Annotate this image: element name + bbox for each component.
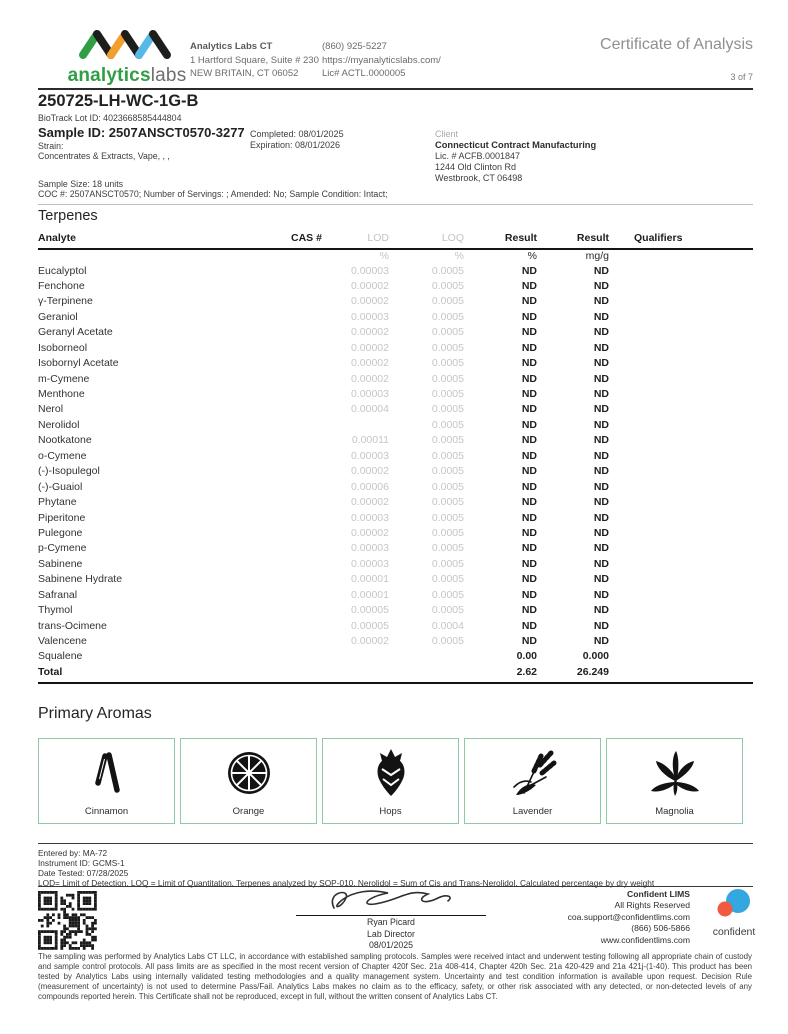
aroma-label: Lavender (512, 806, 553, 817)
analyte-result-pct: ND (521, 573, 537, 586)
orange-icon (181, 739, 316, 806)
analyte-name: Piperitone (38, 511, 86, 524)
analyte-result-pct: ND (521, 357, 537, 370)
analyte-lod: 0.00006 (351, 480, 389, 493)
analyte-name: Geranyl Acetate (38, 326, 113, 339)
hops-icon (323, 739, 458, 806)
table-row (38, 310, 753, 325)
analytics-labs-logo (62, 26, 192, 87)
sample-id: Sample ID: 2507ANSCT0570-3277 (38, 125, 245, 140)
analyte-lod: 0.00002 (351, 635, 389, 647)
table-row (38, 418, 753, 433)
strain-label: Strain: (38, 141, 64, 151)
table-body (38, 264, 753, 665)
analyte-lod: 0.00003 (351, 310, 389, 323)
aroma-card (606, 738, 743, 824)
analyte-loq: 0.0005 (431, 542, 464, 555)
table-row (38, 572, 753, 587)
client-label: Client (435, 129, 459, 139)
lab-address-block (190, 40, 319, 81)
analyte-name: Valencene (38, 635, 87, 647)
analyte-result-mgg: ND (593, 434, 609, 447)
analyte-result-pct: ND (521, 496, 537, 509)
analyte-loq: 0.0005 (431, 341, 464, 354)
analyte-result-mgg: 0.000 (582, 650, 609, 663)
primary-aromas-title: Primary Aromas (38, 705, 152, 722)
analyte-loq: 0.0005 (431, 635, 464, 647)
analyte-loq: 0.0005 (431, 573, 464, 586)
analyte-result-pct: ND (521, 372, 537, 385)
analyte-result-mgg: ND (593, 557, 609, 570)
analyte-lod: 0.00002 (351, 279, 389, 292)
analyte-name: Geraniol (38, 310, 78, 323)
analyte-name: p-Cymene (38, 542, 87, 555)
analyte-name: Phytane (38, 496, 77, 509)
analyte-result-mgg: ND (593, 357, 609, 370)
section-divider (38, 204, 753, 205)
unit-result-pct: % (527, 250, 537, 262)
aroma-card (180, 738, 317, 824)
analyte-result-pct: ND (521, 542, 537, 555)
analyte-lod: 0.00005 (351, 619, 389, 632)
col-loq: LOQ (441, 232, 464, 244)
table-row (38, 603, 753, 618)
total-label: Total (38, 665, 63, 678)
confident-circles-icon (714, 888, 754, 920)
analyte-lod: 0.00002 (351, 526, 389, 539)
client-address-line2: Westbrook, CT 06498 (435, 173, 523, 183)
analyte-name: o-Cymene (38, 449, 87, 462)
analyte-name: trans-Ocimene (38, 619, 107, 632)
signature-icon (306, 888, 476, 914)
signature-line (296, 915, 486, 916)
analyte-lod: 0.00003 (351, 449, 389, 462)
analyte-loq: 0.0005 (431, 604, 464, 617)
analyte-result-mgg: ND (593, 341, 609, 354)
aroma-card (322, 738, 459, 824)
definitions-line: LOD= Limit of Detection, LOQ = Limit of Quantitation. Terpenes analyzed by SOP-010. Nerolidol = Sum of Cis and Trans-Nerolidol. Calculated percentage by dry weight (38, 878, 655, 888)
col-lod: LOD (367, 232, 389, 244)
aroma-label: Hops (379, 806, 402, 817)
analyte-lod: 0.00002 (351, 372, 389, 385)
analyte-result-mgg: ND (593, 372, 609, 385)
analyte-loq: 0.0005 (431, 465, 464, 478)
analyte-name: Eucalyptol (38, 264, 87, 277)
analyte-result-pct: ND (521, 511, 537, 524)
analyte-lod: 0.00002 (351, 357, 389, 370)
lims-rights: All Rights Reserved (614, 900, 690, 911)
instrument-id: Instrument ID: GCMS-1 (38, 858, 125, 868)
analyte-result-pct: ND (521, 449, 537, 462)
analyte-loq: 0.0005 (431, 310, 464, 323)
analyte-result-mgg: ND (593, 465, 609, 478)
client-license: Lic. # ACFB.0001847 (435, 151, 521, 161)
aroma-card (464, 738, 601, 824)
lims-website-link[interactable]: www.confidentlims.com (600, 934, 690, 945)
header-divider (38, 88, 753, 90)
analyte-name: Nootkatone (38, 434, 92, 447)
analyte-result-pct: ND (521, 388, 537, 400)
terpenes-table (38, 230, 753, 684)
sample-size: Sample Size: 18 units (38, 179, 124, 189)
col-analyte: Analyte (38, 232, 76, 244)
analyte-lod: 0.00002 (351, 496, 389, 509)
analyte-loq: 0.0005 (431, 357, 464, 370)
analyte-result-mgg: ND (593, 449, 609, 462)
analyte-result-pct: ND (521, 588, 537, 601)
analyte-name: Isobornyl Acetate (38, 357, 119, 370)
table-row (38, 264, 753, 279)
analyte-loq: 0.0005 (431, 264, 464, 277)
lims-name: Confident LIMS (626, 889, 690, 899)
analyte-name: Fenchone (38, 279, 85, 292)
analyte-result-pct: ND (521, 341, 537, 354)
magnolia-icon (607, 739, 742, 806)
analyte-result-mgg: ND (593, 295, 609, 308)
table-row (38, 387, 753, 402)
analyte-name: Pulegone (38, 526, 83, 539)
aroma-label: Cinnamon (84, 806, 129, 817)
analyte-loq: 0.0005 (431, 388, 464, 400)
analyte-name: Nerolidol (38, 418, 80, 431)
table-row (38, 511, 753, 526)
table-row (38, 495, 753, 510)
signer-date: 08/01/2025 (368, 940, 414, 950)
analyte-loq: 0.0005 (431, 372, 464, 385)
table-row (38, 294, 753, 309)
analyte-lod: 0.00003 (351, 511, 389, 524)
analyte-result-pct: ND (521, 557, 537, 570)
lab-license: Lic# ACTL.0000005 (322, 68, 406, 79)
table-header-row (38, 230, 753, 250)
terpenes-section-title: Terpenes (38, 208, 98, 224)
sample-matrix: Concentrates & Extracts, Vape, , , (38, 151, 170, 161)
table-row (38, 433, 753, 448)
date-tested: Date Tested: 07/28/2025 (38, 868, 129, 878)
analyte-result-pct: ND (521, 635, 537, 647)
analyte-name: Thymol (38, 604, 73, 617)
signer-title: Lab Director (367, 928, 415, 939)
col-result-pct: Result (504, 232, 537, 244)
brand-wordmark: analyticslabs (67, 65, 187, 86)
analyte-loq: 0.0005 (431, 418, 464, 431)
analyte-result-mgg: ND (593, 279, 609, 292)
analyte-result-pct: ND (521, 526, 537, 539)
cinnamon-icon (39, 739, 174, 806)
analyte-result-mgg: ND (593, 542, 609, 555)
table-row (38, 526, 753, 541)
client-name: Connecticut Contract Manufacturing (435, 140, 597, 150)
lab-address-line1: 1 Hartford Square, Suite # 230 (190, 54, 319, 66)
analyte-name: γ-Terpinene (38, 295, 93, 308)
analyte-loq: 0.0004 (431, 619, 464, 632)
analyte-name: Isoborneol (38, 341, 88, 354)
table-row (38, 341, 753, 356)
analyte-name: Menthone (38, 388, 85, 400)
table-total-row (38, 665, 753, 684)
analyte-result-pct: ND (521, 418, 537, 431)
analyte-result-pct: ND (521, 619, 537, 632)
certificate-title: Certificate of Analysis (600, 36, 753, 53)
analyte-name: Sabinene (38, 557, 83, 570)
analyte-result-pct: ND (521, 279, 537, 292)
analyte-result-mgg: ND (593, 480, 609, 493)
analyte-lod: 0.00004 (351, 403, 389, 416)
analyte-result-mgg: ND (593, 310, 609, 323)
table-row (38, 372, 753, 387)
signature-block (296, 888, 486, 951)
aroma-label: Magnolia (655, 806, 694, 817)
analyte-loq: 0.0005 (431, 279, 464, 292)
analyte-result-pct: ND (521, 480, 537, 493)
unit-loq: % (454, 250, 464, 262)
analyte-lod: 0.00002 (351, 341, 389, 354)
mountain-zigzag-icon (71, 26, 183, 62)
lab-website-link[interactable]: https://myanalyticslabs.com/ (322, 54, 441, 66)
analyte-lod: 0.00001 (351, 573, 389, 586)
col-result-mgg: Result (576, 232, 609, 244)
table-row (38, 279, 753, 294)
table-row (38, 541, 753, 556)
analyte-name: Sabinene Hydrate (38, 573, 123, 586)
analyte-result-pct: ND (521, 310, 537, 323)
analyte-result-mgg: ND (593, 604, 609, 617)
page-number: 3 of 7 (730, 72, 753, 82)
table-row (38, 402, 753, 417)
analyte-lod: 0.00003 (351, 557, 389, 570)
analyte-result-mgg: ND (593, 619, 609, 632)
analyte-result-mgg: ND (593, 326, 609, 339)
entered-by: Entered by: MA-72 (38, 848, 108, 858)
analyte-loq: 0.0005 (431, 480, 464, 493)
lims-block (568, 889, 690, 946)
analyte-result-pct: ND (521, 403, 537, 416)
analyte-result-mgg: ND (593, 573, 609, 586)
analyte-loq: 0.0005 (431, 557, 464, 570)
analyte-name: Safranal (38, 588, 78, 601)
biotrack-lot-id: BioTrack Lot ID: 4023668585444804 (38, 113, 182, 123)
analyte-name: (-)-Guaiol (38, 480, 83, 493)
total-result-pct: 2.62 (516, 665, 537, 678)
aroma-label: Orange (232, 806, 265, 817)
analyte-result-mgg: ND (593, 496, 609, 509)
analyte-loq: 0.0005 (431, 526, 464, 539)
table-row (38, 356, 753, 371)
table-row (38, 464, 753, 479)
signature-divider (38, 886, 753, 887)
analyte-result-pct: ND (521, 264, 537, 277)
aroma-cards-row (38, 738, 753, 824)
analyte-lod: 0.00002 (351, 326, 389, 339)
analyte-lod: 0.00001 (351, 588, 389, 601)
lab-phone: (860) 925-5227 (322, 41, 387, 52)
analyte-loq: 0.0005 (431, 295, 464, 308)
analyte-loq: 0.0005 (431, 496, 464, 509)
analyte-result-mgg: ND (593, 526, 609, 539)
analyte-result-mgg: ND (593, 635, 609, 647)
analyte-result-pct: 0.00 (516, 650, 537, 663)
analyte-lod: 0.00003 (351, 542, 389, 555)
analyte-result-mgg: ND (593, 511, 609, 524)
table-row (38, 557, 753, 572)
unit-lod: % (379, 250, 389, 262)
lims-phone: (866) 506-5866 (631, 923, 690, 934)
table-row (38, 449, 753, 464)
unit-result-mgg: mg/g (585, 250, 609, 262)
table-row (38, 588, 753, 603)
analyte-result-pct: ND (521, 465, 537, 478)
confident-logo (706, 888, 762, 938)
client-address-line1: 1244 Old Clinton Rd (435, 162, 517, 172)
analyte-result-pct: ND (521, 326, 537, 339)
table-row (38, 619, 753, 634)
analyte-lod: 0.00011 (351, 434, 389, 447)
analyte-result-mgg: ND (593, 264, 609, 277)
qr-code (38, 891, 97, 955)
signer-name: Ryan Picard (367, 917, 415, 927)
analyte-lod: 0.00003 (351, 264, 389, 277)
analyte-loq: 0.0005 (431, 326, 464, 339)
analyte-lod: 0.00002 (351, 295, 389, 308)
table-row (38, 480, 753, 495)
col-cas: CAS # (291, 232, 322, 244)
lab-address-line2: NEW BRITAIN, CT 06052 (190, 68, 299, 79)
analyte-name: (-)-Isopulegol (38, 465, 100, 478)
table-row (38, 649, 753, 664)
table-row (38, 634, 753, 649)
analyte-loq: 0.0005 (431, 511, 464, 524)
analyte-result-pct: ND (521, 295, 537, 308)
lab-name: Analytics Labs CT (190, 41, 273, 52)
analyte-result-mgg: ND (593, 418, 609, 431)
analyte-result-pct: ND (521, 434, 537, 447)
analyte-result-mgg: ND (593, 588, 609, 601)
analyte-lod: 0.00003 (351, 388, 389, 400)
lims-email-link[interactable]: coa.support@confidentlims.com (567, 911, 690, 922)
col-qualifiers: Qualifiers (634, 232, 683, 244)
completed-date: Completed: 08/01/2025 (250, 129, 344, 139)
batch-id: 250725-LH-WC-1G-B (38, 92, 199, 110)
footer-divider (38, 843, 753, 844)
expiration-date: Expiration: 08/01/2026 (250, 140, 341, 150)
total-result-mgg: 26.249 (576, 665, 609, 678)
coc-line: COC #: 2507ANSCT0570; Number of Servings: ; Amended: No; Sample Condition: Intact; (38, 189, 388, 199)
aroma-card (38, 738, 175, 824)
analyte-result-mgg: ND (593, 403, 609, 416)
analyte-name: Nerol (38, 403, 64, 416)
analyte-lod: 0.00002 (351, 465, 389, 478)
analyte-loq: 0.0005 (431, 403, 464, 416)
disclaimer-text: The sampling was performed by Analytics Labs CT LLC, in accordance with established sampling protocols. Samples were received intact and underwent testing following all appropriate chain of custody and sample control protocols. All pass limits are as specified in the most recent version of Chapter 420f Sec. 21a 408-414, Chapter 420h Sec. 21a 420-429 and 21a 421j-(1-40). This product has been tested by Analytics Labs using internally validated testing methodologies and a quality management system. Uncertainty and test condition information is available upon request. Decision Rule (measurement of uncertainty) is not used to determine Pass/Fail. Analytics Labs makes no claim as to the efficacy, safety, or other risk associated with any detected, or non-detected levels of any compounds reported herein. This Certificate shall not be reproduced, except in full, without the written consent of Analytics Labs CT. (38, 952, 752, 1001)
analyte-loq: 0.0005 (431, 434, 464, 447)
confident-brand-text: confident (712, 926, 756, 938)
table-units-row (38, 250, 753, 264)
analyte-name: Squalene (38, 650, 83, 663)
analyte-lod: 0.00005 (351, 604, 389, 617)
analyte-name: m-Cymene (38, 372, 90, 385)
analyte-result-mgg: ND (593, 388, 609, 400)
analyte-loq: 0.0005 (431, 588, 464, 601)
analyte-result-pct: ND (521, 604, 537, 617)
lavender-icon (465, 739, 600, 806)
analyte-loq: 0.0005 (431, 449, 464, 462)
lab-contact-block (322, 40, 441, 81)
table-row (38, 325, 753, 340)
